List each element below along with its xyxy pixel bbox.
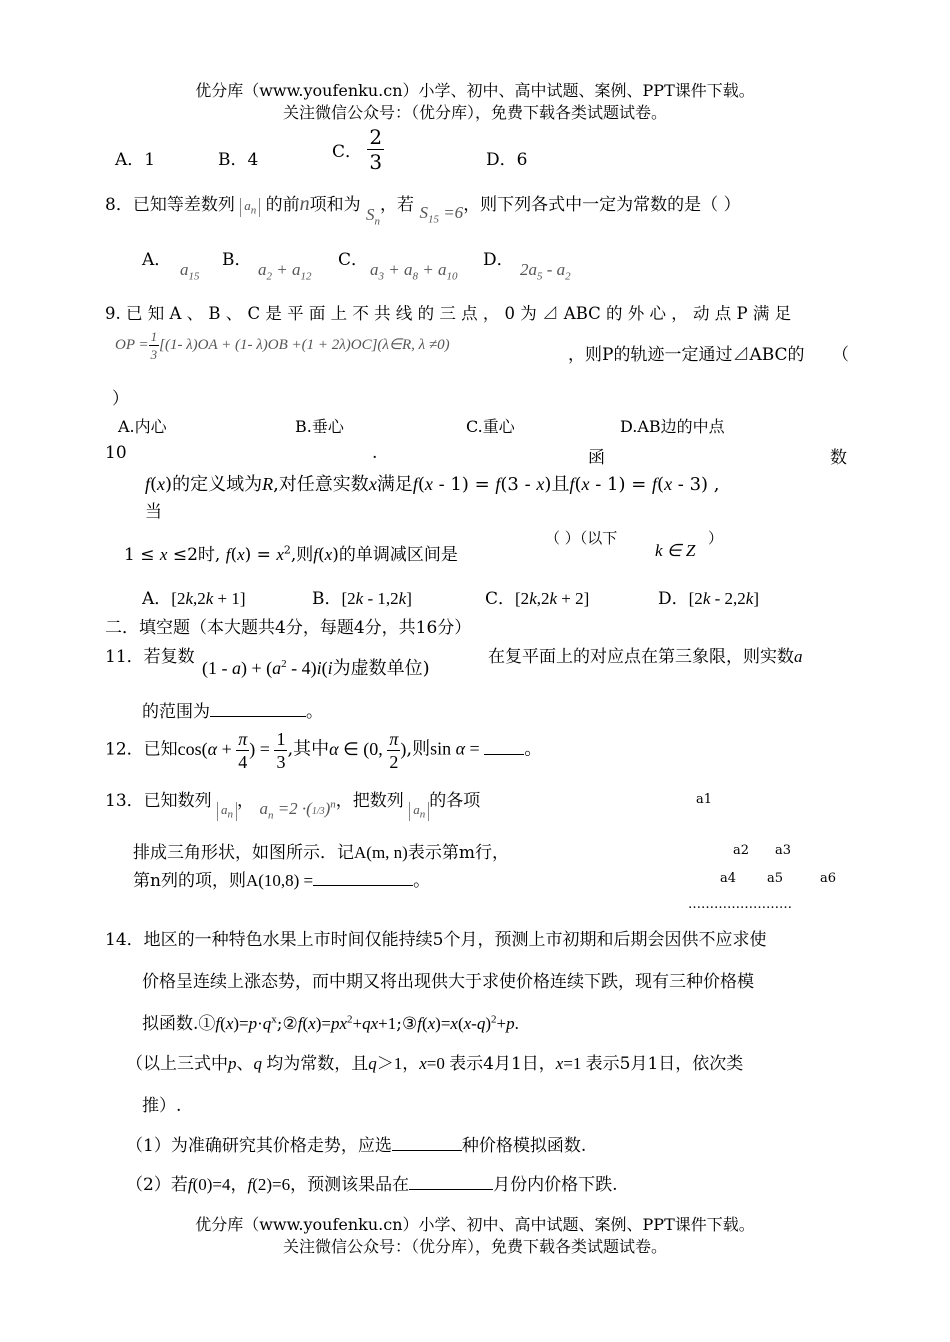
q8-option-d	[483, 245, 514, 270]
q13-text-7: 第n列的项，则	[133, 871, 246, 891]
q14-line-4: （以上三式中p、q 均为常数，且q＞1，x=0 表示4月1日，x=1 表示5月1日，依次类	[126, 1054, 744, 1074]
q10-option-a: A．[2k,2k + 1]	[142, 589, 246, 609]
q12-line: 12．已知cos(α + $\frac{\pi}{4}$ ) = $\frac{1}{3}$ ,其中α ∈ (0, $\frac{\pi}{2}$ ),则sin α = 。	[105, 729, 543, 772]
q9-stem-tail: ，则P的轨迹一定通过⊿ABC的	[568, 345, 805, 365]
q14-text-3: ;③	[396, 1014, 418, 1034]
q14-text-1: 拟函数.①	[142, 1014, 216, 1034]
q13-text-8: 。	[413, 871, 431, 891]
q8-sn: $S_n$	[366, 205, 381, 228]
q8-text-1: 8．已知等差数列	[105, 195, 235, 215]
q13-tri-a1: a1	[696, 792, 713, 807]
q10-text-6: 则	[296, 545, 314, 565]
q11-line-1-tail: 在复平面上的对应点在第三象限，则实数a	[488, 647, 803, 667]
q10-text-1: 的定义域为	[172, 474, 263, 495]
q10-d-label: D．	[658, 589, 689, 609]
q13-text-4: 的各项	[429, 791, 481, 811]
q13-text-3: ，把数列	[335, 791, 404, 811]
q10-han: 函	[588, 448, 605, 468]
q10-fx: f	[145, 474, 151, 494]
q11-text-5: 。	[306, 702, 323, 722]
footer-line-1: 优分库（www.youfenku.cn）小学、初中、高中试题、案例、PPT课件下载。	[195, 1215, 755, 1234]
q13-text-6: 表示第m行，	[407, 843, 509, 863]
q10-paren-close: ）	[708, 529, 724, 547]
q14-text-2: ;②	[276, 1014, 298, 1034]
q12-text-4: 。	[524, 738, 543, 760]
q9-stem: 9. 已 知 A 、 B 、 C 是 平 面 上 不 共 线 的 三 点 ， 0 为 ⊿ ABC 的 外 心 ， 动 点 P 满 足	[105, 304, 792, 323]
q10-paren: （ ）（以下	[545, 529, 618, 547]
q11-complex: $(1 - a) + (a^2 - 4)i(i$为虚数单位)	[202, 658, 430, 679]
q14-line-3: 拟函数$.①f(x)=p\cdot q^x;②f(x)=px^2+qx+1;③f(x)=x(x-q)^2+p$.	[142, 1013, 519, 1034]
q10-c-label: C．	[485, 589, 516, 609]
footer-line-2: 关注微信公众号：（优分库），免费下载各类试题试卷。	[282, 1237, 667, 1256]
header-line-1: 优分库（www.youfenku.cn）小学、初中、高中试题、案例、PPT课件下载。	[195, 81, 755, 100]
q13-tri-a4: a4	[720, 871, 737, 886]
q8-option-c-expr: $a_3 + a_8 + a_{10}$	[370, 260, 458, 283]
q10-shu: 数	[830, 448, 847, 468]
q13-answer-blank[interactable]	[313, 869, 413, 886]
q12-text-1: 12．已知	[105, 739, 178, 760]
q10-k-in-z: k ∈ Z	[655, 541, 696, 560]
q8-option-b	[222, 245, 252, 270]
q8-a-label: A．	[142, 250, 172, 270]
q13-tri-dots: ……………………	[688, 897, 792, 912]
q9-option-a: A.内心	[118, 417, 167, 436]
q8-text-3: 项和为	[309, 195, 361, 215]
q13-tri-a6: a6	[820, 871, 837, 886]
q8-s15: $S_{15} =6$	[419, 203, 464, 226]
q10-dot: .	[372, 443, 378, 463]
q7-option-b: B．4	[218, 150, 259, 170]
section-2-title: 二．填空题（本大题共4分，每题4分，共16分）	[105, 618, 472, 638]
q9-option-c: C.重心	[466, 417, 515, 436]
q14-text-8: （1）为准确研究其价格走势，应选	[126, 1136, 392, 1156]
q8-stem	[105, 190, 741, 227]
q14-text-10: （2）若	[126, 1175, 188, 1195]
q14-line-1: 14．地区的一种特色水果上市时间仅能持续5个月，预测上市初期和后期会因供不应求使	[105, 930, 767, 950]
q7-c-numerator: 2	[369, 125, 383, 149]
q9-paren-close: ）	[112, 389, 129, 409]
q13-line-2: 排成三角形状，如图所示．记A(m, n)表示第m行，	[133, 843, 509, 863]
q13-line-3: 第n列的项，则A(10,8) = 。	[133, 871, 431, 891]
q9-vector-formula: OP = $\frac{1}{3}$ [(1- λ)OA + (1- λ)OB +(1 + 2λ)OC](λ∈R, λ ≠0)	[115, 329, 450, 362]
q7-option-c-fraction	[367, 127, 384, 172]
q10-text-2: 对任意实数	[278, 474, 369, 495]
q11-line-1	[105, 642, 195, 667]
q8-option-a-expr: $a_{15}$	[180, 260, 200, 283]
q9-fraction: $\frac{1}{3}$	[150, 329, 158, 362]
q14-line-2: 价格呈连续上涨态势，而中期又将出现供大于求使价格连续下跌，现有三种价格模	[142, 972, 754, 992]
q10-option-b: B．[2k - 1,2k]	[312, 589, 412, 609]
q9-option-d: D.AB边的中点	[620, 417, 725, 436]
q13-line-1	[105, 786, 480, 821]
q10-text-5: 时,	[197, 545, 221, 565]
q11-answer-blank[interactable]	[210, 700, 306, 717]
q8-c-label: C．	[338, 250, 369, 270]
q14-text-9: 种价格模拟函数.	[461, 1136, 587, 1156]
q10-dang: 当	[145, 502, 162, 522]
q11-text-1: 11．若复数	[105, 647, 195, 667]
q13-text-2: ，	[237, 791, 255, 811]
q8-text-5: ，则下列各式中一定为常数的是（ ）	[463, 195, 741, 215]
q10-option-d: D．[2k - 2,2k]	[658, 589, 759, 609]
q14-answer-blank-1[interactable]	[392, 1134, 462, 1151]
header-line-2: 关注微信公众号：（优分库），免费下载各类试题试卷。	[282, 103, 667, 122]
q11-text-4: 的范围为	[142, 702, 210, 722]
q10-option-c: C．[2k,2k + 2]	[485, 589, 590, 609]
q14-line-5: 推）.	[142, 1096, 182, 1116]
q10-text-3: 满足	[376, 474, 413, 495]
q8-option-b-expr: $a_2 + a_{12}$	[258, 260, 312, 283]
q9-option-b: B.垂心	[295, 417, 344, 436]
q11-line-2	[142, 697, 323, 722]
q8-d-label: D．	[483, 250, 514, 270]
q10-line-1: f(x)的定义域为R,对任意实数x满足f(x - 1) = f(3 - x)且f(x - 1) = f(x - 3) ,	[145, 474, 720, 495]
q10-a-label: A．	[142, 589, 172, 609]
q10-line-2: 1 ≤ x ≤2时, $f(x) = x^2$,则f(x)的单调减区间是	[124, 543, 458, 565]
q13-an-formula: $a_n =2 \cdot(1/3)^n$	[259, 798, 336, 822]
q8-seq-an: $a_n$	[240, 198, 260, 217]
q14-text-5: 均为常数，且	[266, 1054, 369, 1074]
q10-number: 10	[105, 443, 127, 463]
q9-paren-open: （	[832, 345, 849, 365]
q11-text-2: 为虚数单位)	[332, 658, 430, 679]
q13-text-1: 13．已知数列	[105, 791, 212, 811]
q7-option-a: A．1	[115, 150, 156, 170]
q8-n: n	[299, 193, 310, 215]
q7-option-c	[332, 127, 384, 172]
q14-text-6: 表示4月1日，	[449, 1054, 556, 1074]
q8-b-label: B．	[222, 250, 252, 270]
q12-text-2: ,其中	[287, 738, 330, 760]
q13-tri-a5: a5	[767, 871, 784, 886]
q14-text-12: 月份内价格下跌.	[493, 1175, 618, 1195]
q13-seq-an-2: $a_n$	[409, 802, 429, 821]
q14-line-7: （2）若f(0)=4，f(2)=6，预测该果品在 月份内价格下跌.	[126, 1175, 618, 1195]
q13-seq-an: $a_n$	[217, 802, 237, 821]
q8-text-2: 的前	[265, 195, 300, 215]
q12-answer-blank[interactable]	[484, 738, 524, 755]
q14-text-7: 表示5月1日，依次类	[585, 1054, 744, 1074]
q13-text-5: 排成三角形状，如图所示．记	[133, 843, 354, 863]
q8-option-a	[142, 245, 171, 270]
q8-option-d-expr: $2a_5 - a_2$	[520, 260, 571, 283]
q10-text-4: 且	[551, 474, 570, 495]
q8-text-4: ，若	[380, 195, 415, 215]
q8-option-c	[338, 245, 368, 270]
q10-b-label: B．	[312, 589, 342, 609]
q14-line-6	[126, 1131, 586, 1156]
q10-text-7: 的单调减区间是	[338, 545, 458, 565]
q14-answer-blank-2[interactable]	[409, 1173, 493, 1190]
q11-text-3: 在复平面上的对应点在第三象限，则实数	[488, 647, 794, 667]
q14-text-11: ，预测该果品在	[290, 1175, 410, 1195]
q13-tri-a3: a3	[775, 843, 792, 858]
q7-option-d: D．6	[486, 150, 528, 170]
q7-c-denominator: 3	[369, 150, 383, 174]
q14-text-4: （以上三式中	[126, 1054, 228, 1074]
q7-option-c-label: C．	[332, 142, 363, 162]
q12-text-3: ,则	[406, 738, 431, 760]
q13-tri-a2: a2	[733, 843, 750, 858]
